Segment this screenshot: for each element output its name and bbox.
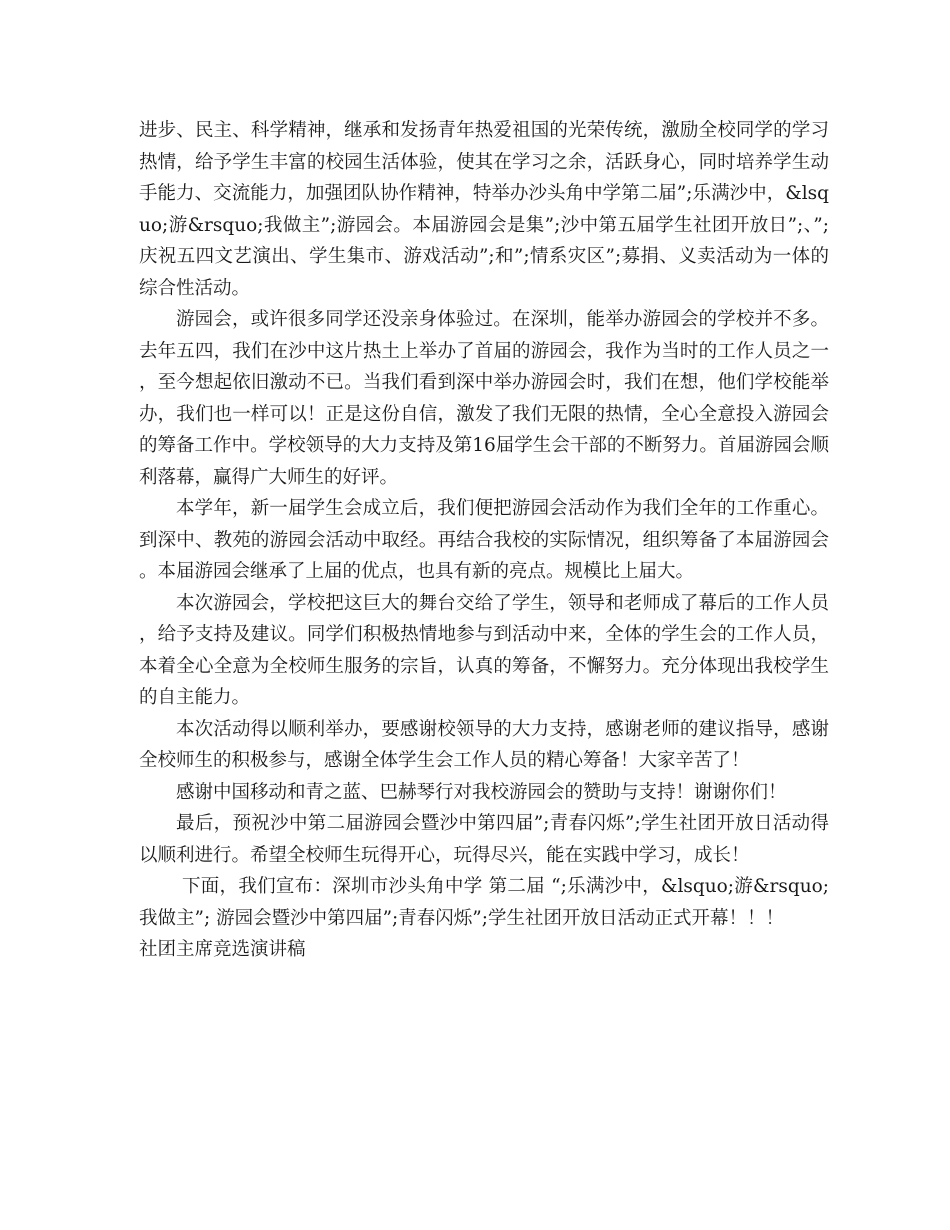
paragraph-announcement: 下面，我们宣布：深圳市沙头角中学 第二届 “;乐满沙中，&lsquo;游&rsquo;我做主”; 游园会暨沙中第四届”;青春闪烁”;学生社团开放日活动正式开幕！！！ bbox=[139, 876, 829, 929]
document-body bbox=[139, 115, 829, 966]
paragraph-intro: 进步、民主、科学精神，继承和发扬青年热爱祖国的光荣传统，激励全校同学的学习热情，给予学生丰富的校园生活体验，使其在学习之余，活跃身心，同时培养学生动手能力、交流能力，加强团队协作精神，特举办沙头角中学第二届”;乐满沙中，&lsquo;游&rsquo;我做主”;游园会。本届游园会是集”;沙中第五届学生社团开放日”;、”;庆祝五四文艺演出、学生集市、游戏活动”;和”;情系灾区”;募捐、义卖活动为一体的综合性活动。 bbox=[139, 120, 829, 299]
next-document-title: 社团主席竞选演讲稿 bbox=[139, 939, 306, 960]
paragraph-this-year: 本学年，新一届学生会成立后，我们便把游园会活动作为我们全年的工作重心。到深中、教苑的游园会活动中取经。再结合我校的实际情况，组织筹备了本届游园会。本届游园会继承了上届的优点，也具有新的亮点。规模比上届大。 bbox=[139, 498, 829, 582]
paragraph-student-led: 本次游园会，学校把这巨大的舞台交给了学生，领导和老师成了幕后的工作人员，给予支持及建议。同学们积极热情地参与到活动中来，全体的学生会的工作人员，本着全心全意为全校师生服务的宗旨，认真的筹备，不懈努力。充分体现出我校学生的自主能力。 bbox=[139, 592, 829, 708]
paragraph-first-fair: 游园会，或许很多同学还没亲身体验过。在深圳，能举办游园会的学校并不多。去年五四，我们在沙中这片热土上举办了首届的游园会，我作为当时的工作人员之一，至今想起依旧激动不已。当我们看到深中举办游园会时，我们在想，他们学校能举办，我们也一样可以！正是这份自信，激发了我们无限的热情，全心全意投入游园会的筹备工作中。学校领导的大力支持及第16届学生会干部的不断努力。首届游园会顺利落幕，赢得广大师生的好评。 bbox=[139, 309, 829, 488]
paragraph-wishes: 最后，预祝沙中第二届游园会暨沙中第四届”;青春闪烁”;学生社团开放日活动得以顺利进行。希望全校师生玩得开心，玩得尽兴，能在实践中学习，成长！ bbox=[139, 813, 829, 866]
paragraph-thanks: 本次活动得以顺利举办，要感谢校领导的大力支持，感谢老师的建议指导，感谢全校师生的积极参与，感谢全体学生会工作人员的精心筹备！大家辛苦了！ bbox=[139, 718, 829, 771]
paragraph-sponsors: 感谢中国移动和青之蓝、巴赫琴行对我校游园会的赞助与支持！谢谢你们！ bbox=[176, 781, 787, 803]
